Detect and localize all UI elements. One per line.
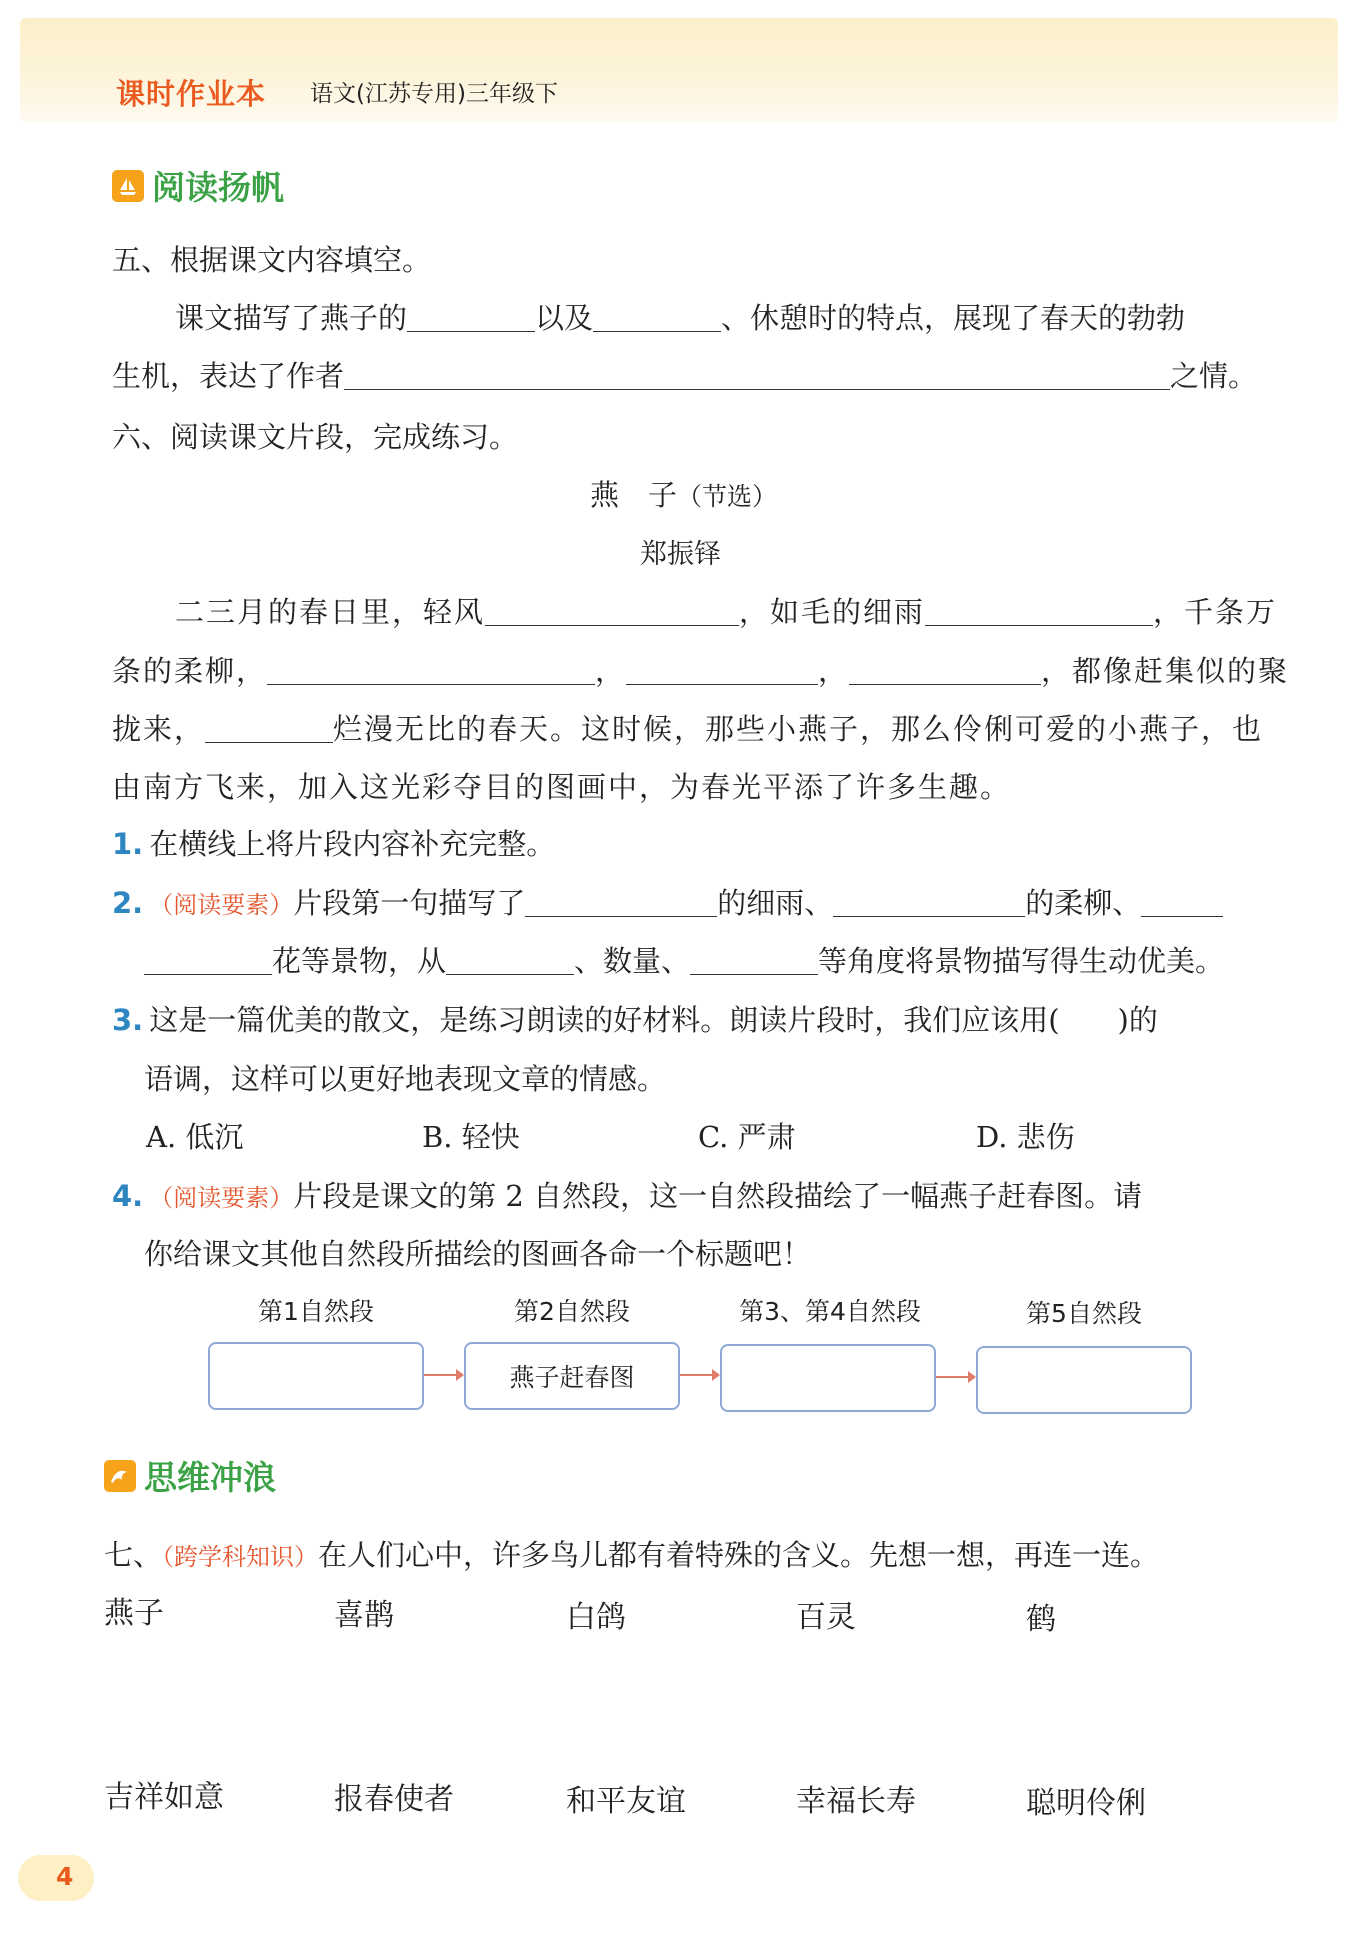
meaning-clever-smart[interactable]: 聪明伶俐 — [1026, 1786, 1146, 1821]
passage-text: 二三月的春日里，轻风 — [175, 595, 486, 629]
meaning-happiness-longevity[interactable]: 幸福长寿 — [796, 1784, 916, 1819]
fill-blank[interactable] — [407, 303, 535, 332]
passage-title — [590, 473, 777, 514]
question-text: 等角度将景物描写得生动优美。 — [818, 944, 1225, 978]
option-d[interactable]: D. 悲伤 — [976, 1120, 1075, 1154]
sub-question-1 — [112, 822, 555, 863]
question-number: 3. — [112, 1003, 144, 1037]
flow-label-2: 第2自然段 — [514, 1297, 630, 1326]
flow-label-3: 第3、第4自然段 — [739, 1297, 921, 1326]
q5-text: 之情。 — [1170, 359, 1258, 393]
wave-icon — [104, 1460, 136, 1492]
q7-text: 在人们心中，许多鸟儿都有着特殊的含义。先想一想，再连一连。 — [318, 1538, 1160, 1572]
flow-label-4: 第5自然段 — [1026, 1299, 1142, 1328]
question-number: 2. — [112, 886, 144, 920]
fill-blank[interactable] — [925, 597, 1153, 626]
q5-text: 以及 — [535, 301, 594, 335]
cross-subject-tag: （跨学科知识） — [162, 1543, 319, 1571]
meaning-auspicious[interactable]: 吉祥如意 — [104, 1780, 224, 1815]
flow-box-4[interactable] — [976, 1346, 1192, 1414]
question-number: 4. — [112, 1179, 144, 1213]
sail-icon — [112, 170, 144, 202]
flow-arrow — [424, 1374, 462, 1376]
passage-text: 条的柔柳， — [112, 654, 268, 688]
q7-title — [104, 1533, 1159, 1574]
flow-box-2: 燕子赶春图 — [464, 1342, 680, 1410]
flow-label-1: 第1自然段 — [258, 1297, 374, 1326]
sub-question-3-cont: 语调，这样可以更好地表现文章的情感。 — [144, 1062, 667, 1096]
bird-swallow[interactable]: 燕子 — [104, 1596, 164, 1631]
fill-blank[interactable] — [344, 361, 1170, 390]
sub-question-2 — [112, 881, 1223, 922]
question-number: 1. — [112, 827, 144, 861]
sub-question-4-cont: 你给课文其他自然段所描绘的图画各命一个标题吧！ — [144, 1237, 812, 1271]
fill-blank[interactable] — [144, 946, 272, 975]
q5-text: 课文描写了燕子的 — [175, 301, 408, 335]
question-text: 在横线上将片段内容补充完整。 — [149, 827, 556, 861]
meaning-peace-friendship[interactable]: 和平友谊 — [566, 1784, 686, 1819]
section-thinking-title: 思维冲浪 — [144, 1458, 276, 1497]
fill-blank[interactable] — [1141, 888, 1223, 917]
meaning-spring-messenger[interactable]: 报春使者 — [334, 1782, 454, 1817]
flow-box-3[interactable] — [720, 1344, 936, 1412]
question-text: 、数量、 — [574, 944, 691, 978]
question-text: 这是一篇优美的散文，是练习朗读的好材料。朗读片段时，我们应该用( )的 — [149, 1003, 1158, 1037]
fill-blank[interactable] — [485, 597, 739, 626]
reading-element-tag: （阅读要素） — [149, 1184, 294, 1212]
passage-line-4: 由南方飞来，加入这光彩夺目的图画中，为春光平添了许多生趣。 — [112, 770, 1012, 804]
book-title: 语文(江苏专用)三年级下 — [310, 81, 558, 107]
passage-title-text: 燕 子 — [590, 478, 678, 512]
bird-lark[interactable]: 百灵 — [796, 1600, 856, 1635]
passage-text: ， — [818, 654, 850, 688]
passage-text: ，千条万 — [1153, 595, 1278, 629]
passage-line-3 — [112, 707, 1263, 748]
question-text: 的柔柳、 — [1025, 886, 1142, 920]
passage-line-2 — [112, 649, 1289, 690]
passage-text: ，都像赶集似的聚 — [1041, 654, 1290, 688]
q6-title: 六、阅读课文片段，完成练习。 — [112, 420, 519, 454]
passage-text: ， — [595, 654, 627, 688]
reading-element-tag: （阅读要素） — [149, 891, 294, 919]
brand-title: 课时作业本 — [116, 77, 267, 111]
flow-arrow — [936, 1376, 974, 1378]
flow-box-1[interactable] — [208, 1342, 424, 1410]
flow-arrow — [680, 1374, 718, 1376]
passage-line-1 — [175, 590, 1277, 631]
page-number: 4 — [56, 1862, 74, 1891]
fill-blank[interactable] — [525, 888, 717, 917]
option-b[interactable]: B. 轻快 — [422, 1120, 520, 1154]
q5-title: 五、根据课文内容填空。 — [112, 243, 432, 277]
question-text: 片段第一句描写了 — [293, 886, 526, 920]
q7-prefix: 七、 — [104, 1538, 163, 1572]
fill-blank[interactable] — [849, 656, 1041, 685]
q5-line-2 — [112, 354, 1257, 395]
passage-note: （节选） — [677, 482, 778, 511]
fill-blank[interactable] — [690, 946, 818, 975]
question-text: 片段是课文的第 2 自然段，这一自然段描绘了一幅燕子赶春图。请 — [293, 1179, 1143, 1213]
passage-text: ，如毛的细雨 — [739, 595, 926, 629]
sub-question-4 — [112, 1174, 1142, 1215]
bird-crane[interactable]: 鹤 — [1026, 1602, 1056, 1637]
passage-author: 郑振铎 — [640, 539, 721, 570]
sub-question-2-cont — [144, 939, 1224, 980]
sub-question-3 — [112, 998, 1158, 1039]
option-c[interactable]: C. 严肃 — [698, 1120, 796, 1154]
bird-magpie[interactable]: 喜鹊 — [334, 1598, 394, 1633]
passage-text: 烂漫无比的春天。这时候，那些小燕子，那么伶俐可爱的小燕子，也 — [333, 712, 1264, 746]
q5-text: 生机，表达了作者 — [112, 359, 345, 393]
bird-dove[interactable]: 白鸽 — [566, 1600, 626, 1635]
section-thinking-heading — [104, 1452, 276, 1499]
section-reading-title: 阅读扬帆 — [152, 168, 284, 207]
fill-blank[interactable] — [626, 656, 818, 685]
section-reading-heading — [112, 162, 284, 209]
q5-line-1 — [175, 296, 1185, 337]
fill-blank[interactable] — [267, 656, 595, 685]
fill-blank[interactable] — [593, 303, 721, 332]
passage-text: 拢来， — [112, 712, 206, 746]
question-text: 花等景物，从 — [272, 944, 447, 978]
question-text: 的细雨、 — [717, 886, 834, 920]
q5-text: 、休憩时的特点，展现了春天的勃勃 — [721, 301, 1186, 335]
fill-blank[interactable] — [446, 946, 574, 975]
fill-blank[interactable] — [205, 714, 333, 743]
option-a[interactable]: A. 低沉 — [146, 1120, 244, 1154]
fill-blank[interactable] — [833, 888, 1025, 917]
